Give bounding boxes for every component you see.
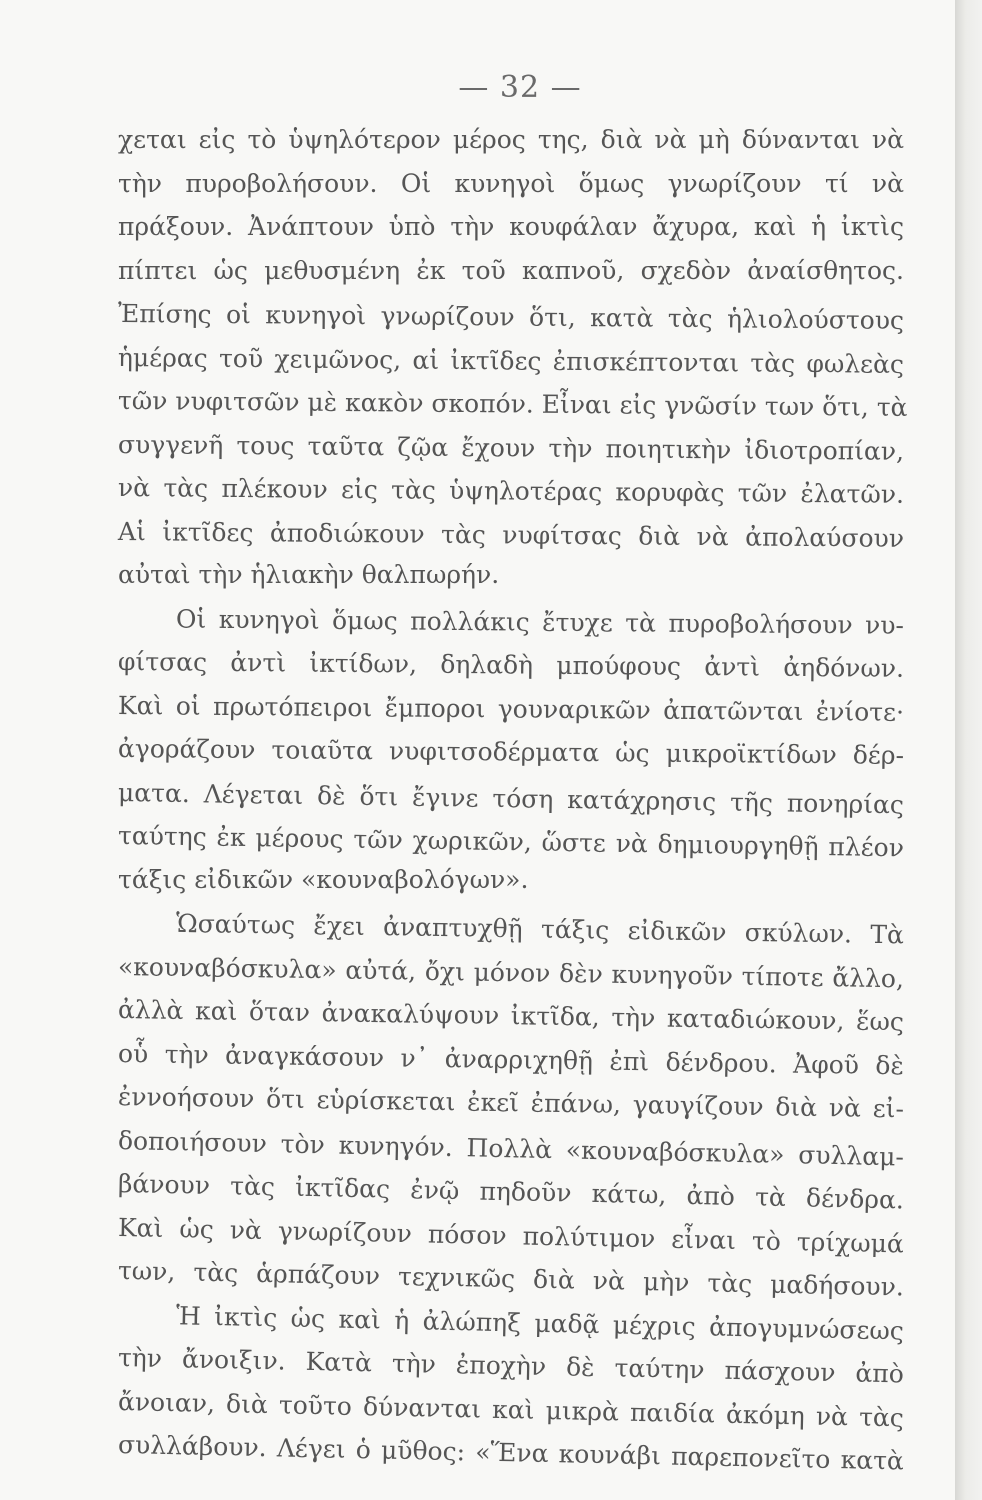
text-line: πίπτει ὡς μεθυσμένη ἐκ τοῦ καπνοῦ, σχεδὸν ἀναίσθητος.: [118, 255, 904, 285]
text-line: ἡμέρας τοῦ χειμῶνος, αἱ ἰκτῖδες ἐπισκέπτονται τὰς φωλεὰς: [117, 342, 905, 379]
text-line: οὗ τὴν ἀναγκάσουν ν᾿ ἀναρριχηθῇ ἐπὶ δένδρου. Ἀφοῦ δὲ: [117, 1038, 905, 1080]
text-line: βάνουν τὰς ἰκτῖδας ἐνῷ πηδοῦν κάτω, ἀπὸ τὰ δένδρα.: [117, 1169, 905, 1215]
text-line: αὐταὶ τὴν ἡλιακὴν θαλπωρήν.: [118, 560, 500, 589]
paragraph-start: Ἡ ἰκτὶς ὡς καὶ ἡ ἀλώπηξ μαδᾷ μέχρις ἀπογυμνώσεως: [175, 1300, 905, 1345]
text-line: χεται εἰς τὸ ὑψηλότερον μέρος της, διὰ νὰ μὴ δύνανται νὰ: [118, 125, 904, 154]
body-text: [117, 118, 908, 1476]
text-line: φίτσας ἀντὶ ἰκτίδων, δηλαδὴ μπούφους ἀντὶ ἀηδόνων.: [117, 647, 905, 683]
text-line: συγγενῆ τους ταῦτα ζῷα ἔχουν τὴν ποιητικὴν ἰδιοτροπίαν,: [117, 429, 905, 466]
text-line: «κουναβόσκυλα» αὐτά, ὄχι μόνον δὲν κυνηγοῦν τίποτε ἄλλο,: [117, 951, 905, 993]
paragraph-start: Οἱ κυνηγοὶ ὅμως πολλάκις ἔτυχε τὰ πυροβολήσουν νυ-: [175, 604, 905, 640]
text-line: τῶν νυφιτσῶν μὲ κακὸν σκοπόν. Εἶναι εἰς γνῶσίν των ὅτι, τὰ: [117, 386, 908, 422]
page-number: — 32 —: [458, 70, 582, 105]
paragraph-start: Ὡσαύτως ἔχει ἀναπτυχθῇ τάξις εἰδικῶν σκύλων. Τὰ: [175, 908, 905, 950]
text-line: τάξις εἰδικῶν «κουναβολόγων».: [118, 864, 529, 894]
text-line: ἐννοήσουν ὅτι εὑρίσκεται ἐκεῖ ἐπάνω, γαυγίζουν διὰ νὰ εἰ-: [117, 1082, 905, 1124]
text-line: τὴν ἄνοιξιν. Κατὰ τὴν ἐποχὴν δὲ ταύτην πάσχουν ἀπὸ: [117, 1343, 905, 1389]
text-line: ἄνοιαν, διὰ τοῦτο δύνανται καὶ μικρὰ παιδία ἀκόμη νὰ τὰς: [117, 1386, 905, 1432]
page-edge-shadow: [955, 0, 982, 1500]
text-line: των, τὰς ἁρπάζουν τεχνικῶς διὰ νὰ μὴν τὰς μαδήσουν.: [117, 1256, 905, 1302]
text-line: Καὶ οἱ πρωτόπειροι ἔμποροι γουναρικῶν ἀπατῶνται ἐνίοτε·: [117, 690, 905, 727]
text-line: Αἱ ἰκτῖδες ἀποδιώκουν τὰς νυφίτσας διὰ νὰ ἀπολαύσουν: [117, 516, 905, 553]
text-line: πράξουν. Ἀνάπτουν ὑπὸ τὴν κουφάλαν ἄχυρα, καὶ ἡ ἰκτὶς: [118, 212, 904, 241]
text-line: τὴν πυροβολήσουν. Οἱ κυνηγοὶ ὅμως γνωρίζουν τί νὰ: [118, 168, 904, 198]
text-line: ματα. Λέγεται δὲ ὅτι ἔγινε τόση κατάχρησις τῆς πονηρίας: [117, 777, 905, 819]
text-line: ταύτης ἐκ μέρους τῶν χωρικῶν, ὥστε νὰ δημιουργηθῇ πλέον: [117, 821, 905, 863]
text-line: Καὶ ὡς νὰ γνωρίζουν πόσον πολύτιμον εἶναι τὸ τρίχωμά: [117, 1212, 905, 1258]
text-line: ἀγοράζουν τοιαῦτα νυφιτσοδέρματα ὡς μικροϊκτίδων δέρ-: [117, 734, 905, 770]
text-line: Ἐπίσης οἱ κυνηγοὶ γνωρίζουν ὅτι, κατὰ τὰς ἡλιολούστους: [117, 299, 905, 335]
text-line: νὰ τὰς πλέκουν εἰς τὰς ὑψηλοτέρας κορυφὰς τῶν ἐλατῶν.: [117, 473, 905, 509]
text-line: δοποιήσουν τὸν κυνηγόν. Πολλὰ «κουναβόσκυλα» συλλαμ-: [117, 1125, 905, 1171]
text-line: συλλάβουν. Λέγει ὁ μῦθος: «Ἕνα κουνάβι παρεπονεῖτο κατὰ: [117, 1430, 905, 1476]
text-line: ἀλλὰ καὶ ὅταν ἀνακαλύψουν ἰκτῖδα, τὴν καταδιώκουν, ἕως: [117, 995, 905, 1037]
